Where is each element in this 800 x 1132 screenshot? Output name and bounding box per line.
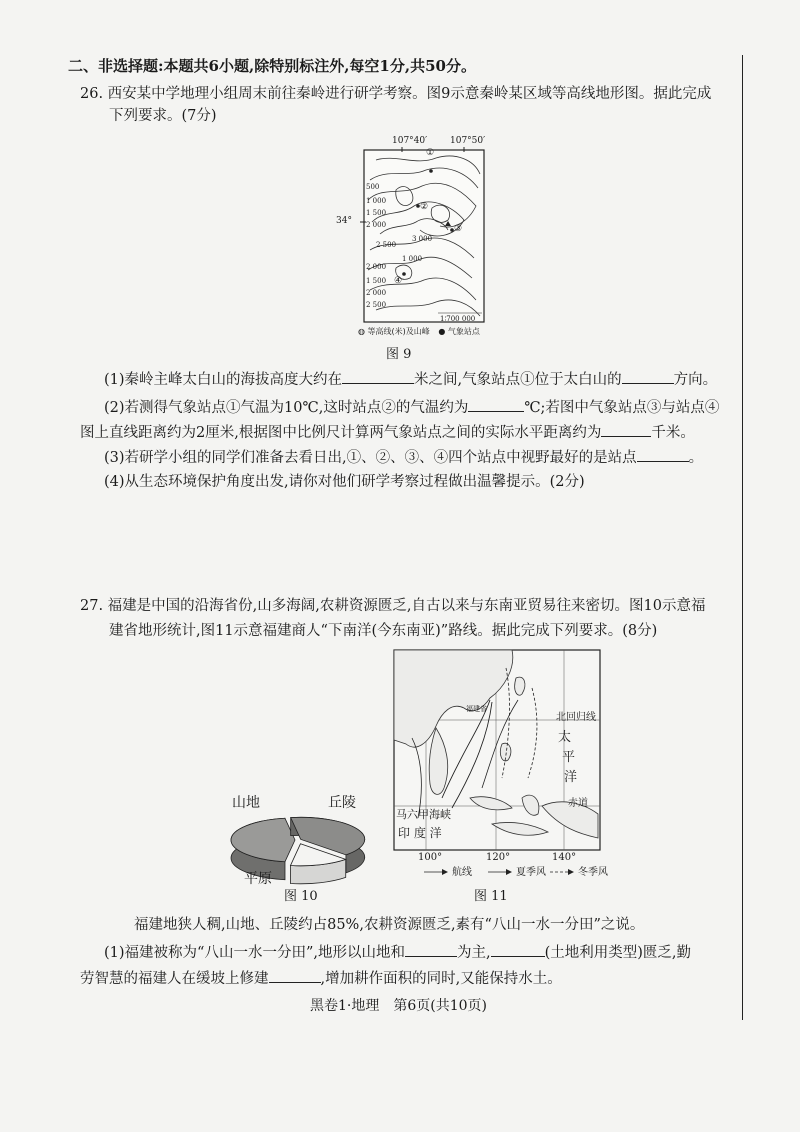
tropic-label: 北回归线 (556, 712, 596, 723)
lat-label: 34° (336, 216, 352, 226)
q26-part2-text: (2)若测得气象站点①气温为10℃,这时站点②的气温约为 (104, 400, 469, 416)
q27-part1-text: 为主, (456, 945, 491, 961)
answer-blank[interactable] (405, 942, 457, 957)
contour-label: 2 500 (376, 241, 397, 249)
answer-blank[interactable] (342, 369, 414, 384)
legend-route: 航线 (452, 867, 472, 878)
q26-part2-text: 千米。 (651, 425, 695, 441)
q26-part2-cont (80, 422, 695, 443)
contour-label: 2 000 (366, 263, 387, 271)
q27-intro: 福建地狭人稠,山地、丘陵约占85%,农耕资源匮乏,素有“八山一水一分田”之说。 (134, 917, 645, 933)
q27-part1 (104, 942, 691, 963)
contour-label: 2 000 (366, 221, 387, 229)
lon-label: 100° (418, 852, 443, 863)
q26-part2 (104, 397, 719, 418)
answer-blank[interactable] (637, 447, 689, 462)
answer-blank[interactable] (468, 397, 524, 412)
q26-part3-text: 。 (688, 450, 704, 466)
station-dot-icon: ● (438, 327, 446, 336)
page-footer: 黑卷1·地理 第6页(共10页) (310, 998, 488, 1014)
q27-part1-text: 劳智慧的福建人在缓坡上修建 (80, 971, 269, 987)
q26-part3 (104, 447, 703, 468)
map-legend (358, 326, 480, 337)
figure-9-contour-map (336, 130, 496, 340)
figure-11-caption: 图 11 (474, 889, 508, 904)
q26-part3-text: (3)若研学小组的同学们准备去看日出,①、②、③、④四个站点中视野最好的是站点 (104, 450, 637, 466)
q27-part1-cont (80, 968, 562, 989)
pie-svg (216, 812, 386, 892)
figure-11-route-map (392, 648, 608, 886)
lon-label-left: 107°40′ (392, 136, 428, 146)
lon-label: 140° (552, 852, 577, 863)
station-1-label: ① (426, 148, 435, 158)
pie-label-mountain: 山地 (232, 795, 260, 811)
q27-stem-line1: 27. 福建是中国的沿海省份,山多海阔,农耕资源匮乏,自古以来与东南亚贸易往来密切。图10示意福 (80, 598, 706, 614)
lon-label: 120° (486, 852, 511, 863)
answer-blank[interactable] (601, 422, 651, 437)
legend-winter: 冬季风 (578, 867, 608, 878)
contour-label: 2 500 (366, 301, 387, 309)
station-3-label: ③ (454, 224, 463, 234)
indian-ocean-label: 印 度 洋 (398, 826, 442, 840)
contour-label: 500 (366, 183, 380, 191)
page-border-line (742, 55, 743, 1020)
contour-label: 1 500 (366, 209, 387, 217)
contour-label: 2 000 (366, 289, 387, 297)
equator-label: 赤道 (568, 798, 588, 809)
station-4-label: ④ (394, 276, 403, 286)
section-header: 二、非选择题:本题共6小题,除特别标注外,每空1分,共50分。 (68, 57, 476, 75)
map-scale: 1∶700 000 (440, 315, 476, 323)
q26-part1-text: 米之间,气象站点①位于太白山的 (414, 372, 622, 388)
answer-blank[interactable] (491, 942, 545, 957)
answer-blank[interactable] (622, 369, 674, 384)
q26-stem-line2: 下列要求。(7分) (109, 108, 217, 124)
figure-9-caption: 图 9 (386, 347, 412, 362)
contour-label: 1 000 (402, 255, 423, 263)
malacca-label: 马六甲海峡 (396, 808, 451, 821)
q26-stem-line1: 26. 西安某中学地理小组周末前往秦岭进行研学考察。图9示意秦岭某区域等高线地形图。据此完成 (80, 86, 712, 102)
peak-contour-icon: ◍ (358, 327, 365, 336)
q26-part2-text: ℃;若图中气象站点③与站点④ (524, 400, 720, 416)
q26-part4: (4)从生态环境保护角度出发,请你对他们研学考察过程做出温馨提示。(2分) (104, 474, 585, 490)
figure-10-pie-chart (216, 786, 386, 896)
q26-part2-text: 图上直线距离约为2厘米,根据图中比例尺计算两气象站点之间的实际水平距离约为 (80, 425, 602, 441)
pacific-label: 洋 (564, 770, 578, 785)
pacific-label: 太 (558, 730, 572, 745)
answer-blank[interactable] (269, 968, 321, 983)
pie-label-plain: 平原 (244, 871, 272, 887)
pie-label-hill: 丘陵 (328, 795, 356, 811)
q27-stem-line2: 建省地形统计,图11示意福建商人“下南洋(今东南亚)”路线。据此完成下列要求。(8分) (109, 623, 658, 639)
legend-contour-label: 等高线(米)及山峰 (367, 327, 430, 336)
fujian-label: 福建省 (466, 705, 487, 713)
q27-part1-text: (1)福建被称为“八山一水一分田”,地形以山地和 (104, 945, 405, 961)
q26-part1-text: (1)秦岭主峰太白山的海拔高度大约在 (104, 372, 343, 388)
answer-space[interactable] (80, 498, 730, 592)
contour-label: 1 500 (366, 277, 387, 285)
q27-part1-text: (土地利用类型)匮乏,勤 (544, 945, 692, 961)
pacific-label: 平 (562, 750, 576, 765)
legend-station-label: 气象站点 (447, 327, 480, 336)
route-map-svg (392, 648, 608, 886)
legend-summer: 夏季风 (516, 867, 546, 878)
station-2-label: ② (420, 202, 429, 212)
contour-label: 1 000 (366, 197, 387, 205)
contour-label: 3 000 (412, 235, 433, 243)
q26-part1-text: 方向。 (673, 372, 718, 388)
q27-part1-text: ,增加耕作面积的同时,又能保持水土。 (320, 971, 562, 987)
figure-10-caption: 图 10 (284, 889, 318, 904)
lon-label-right: 107°50′ (450, 136, 486, 146)
q26-part1 (104, 369, 717, 390)
